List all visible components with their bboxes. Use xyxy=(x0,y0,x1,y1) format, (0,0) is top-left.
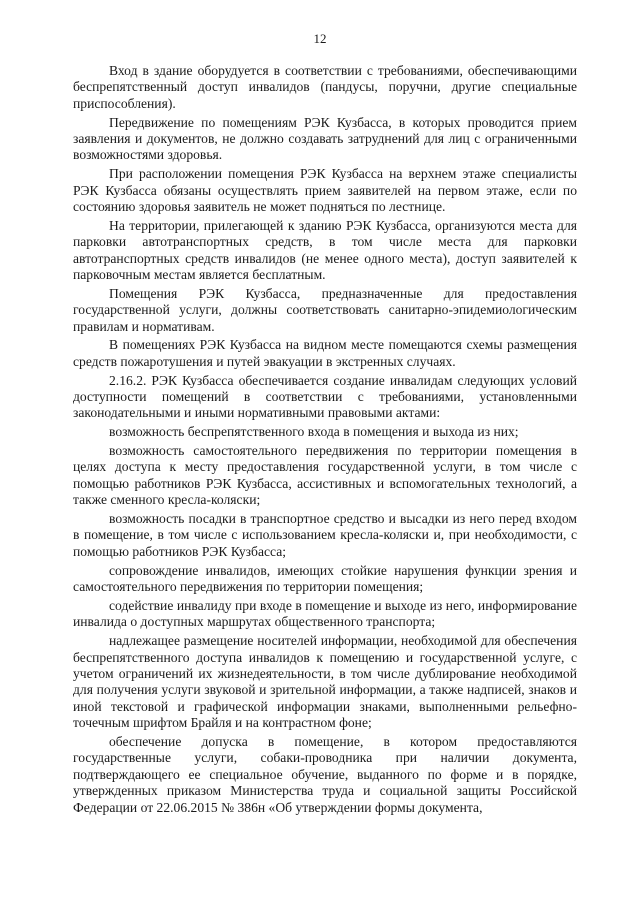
paragraph-movement-premises: Передвижение по помещениям РЭК Кузбасса, в которых проводится прием заявления и документов, не должно создавать затруднений для лиц с ограниченными возможностями здоровья. xyxy=(73,114,577,163)
paragraph-section-2-16-2: 2.16.2. РЭК Кузбасса обеспечивается создание инвалидам следующих условий доступности помещений в соответствии с требованиями, установленными законодательными и иными нормативными правовыми актами: xyxy=(73,372,577,421)
paragraph-list-item-guide-dog: обеспечение допуска в помещение, в котором предоставляются государственные услуги, собаки-проводника при наличии документа, подтверждающего ее специальное обучение, выданного по форме и в порядке, утвержденных приказом Министерства труда и социальной защиты Российской Федерации от 22.06.2015 № 386н «Об утверждении формы документа, xyxy=(73,733,577,815)
paragraph-list-item-assistance: содействие инвалиду при входе в помещение и выходе из него, информирование инвалида о доступных маршрутах общественного транспорта; xyxy=(73,597,577,630)
document-body xyxy=(73,63,577,818)
paragraph-parking: На территории, прилегающей к зданию РЭК Кузбасса, организуются места для парковки автотранспортных средств, в том числе места для парковки автотранспортных средств инвалидов (не менее одного места), доступ заявителей к парковочным местам является бесплатным. xyxy=(73,217,577,283)
paragraph-list-item-movement: возможность самостоятельного передвижения по территории помещения в целях доступа к месту предоставления государственной услуги, в том числе с помощью работников РЭК Кузбасса, ассистивных и вспомогательных технологий, а также сменного кресла-коляски; xyxy=(73,443,577,508)
paragraph-list-item-escort: сопровождение инвалидов, имеющих стойкие нарушения функции зрения и самостоятельного передвижения по территории помещения; xyxy=(73,562,577,595)
paragraph-sanitary-rules: Помещения РЭК Кузбасса, предназначенные для предоставления государственной услуги, должны соответствовать санитарно-эпидемиологическим правилам и нормативам. xyxy=(73,285,577,334)
paragraph-building-entrance: Вход в здание оборудуется в соответствии с требованиями, обеспечивающими беспрепятственный доступ инвалидов (пандусы, поручни, другие специальные приспособления). xyxy=(73,63,577,111)
paragraph-list-item-transport: возможность посадки в транспортное средство и высадки из него перед входом в помещение, в том числе с использованием кресла-коляски и, при необходимости, с помощью работников РЭК Кузбасса; xyxy=(73,511,577,559)
page-number: 12 xyxy=(313,31,327,46)
paragraph-evacuation-schemes: В помещениях РЭК Кузбасса на видном месте помещаются схемы размещения средств пожаротушения и путей эвакуации в экстренных случаях. xyxy=(73,337,577,369)
paragraph-list-item-entrance: возможность беспрепятственного входа в помещения и выхода из них; xyxy=(109,424,519,440)
paragraph-upper-floor: При расположении помещения РЭК Кузбасса на верхнем этаже специалисты РЭК Кузбасса обязаны осуществлять прием заявителей на первом этаже, если по состоянию здоровья заявитель не может подняться по лестнице. xyxy=(73,166,577,215)
paragraph-list-item-information: надлежащее размещение носителей информации, необходимой для обеспечения беспрепятственного доступа инвалидов к помещению и государственной услуге, с учетом ограничений их жизнедеятельности, в том числе дублирование необходимой для получения услуги звуковой и зрительной информации, а также надписей, знаков и иной текстовой и графической информации знаками, выполненными рельефно-точечным шрифтом Брайля и на контрастном фоне; xyxy=(73,633,577,731)
